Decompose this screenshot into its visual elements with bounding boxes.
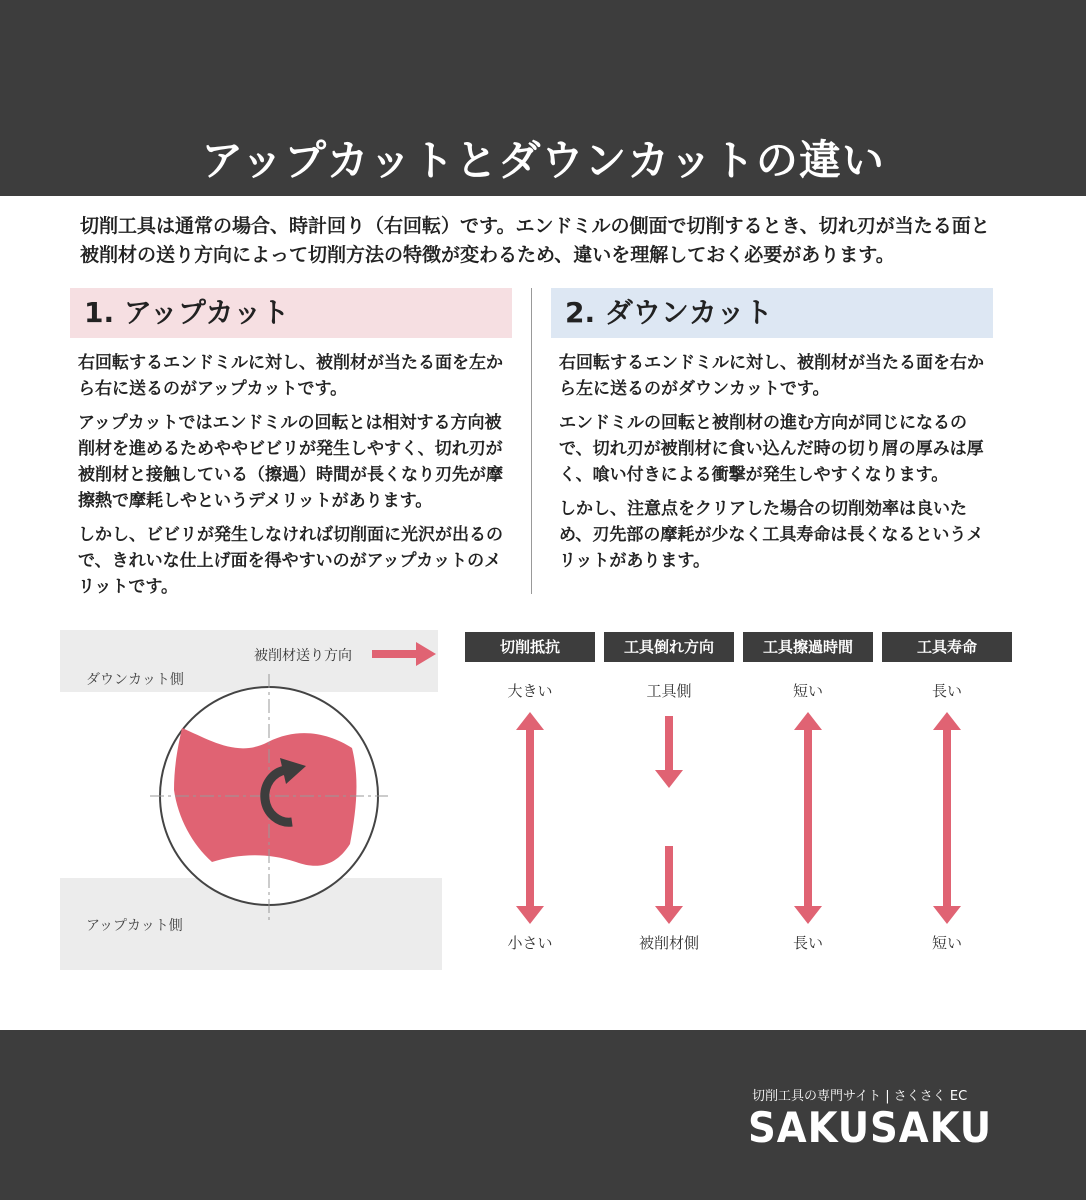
column-header: 工具倒れ方向 — [604, 632, 734, 662]
bottom-value: 長い — [792, 934, 823, 952]
top-value: 大きい — [507, 682, 553, 700]
bottom-value: 被削材側 — [638, 934, 699, 952]
column-divider — [531, 288, 532, 594]
comparison-table — [465, 632, 1012, 962]
upcut-paragraph: 右回転するエンドミルに対し、被削材が当たる面を左から右に送るのがアップカットです。 — [78, 353, 503, 399]
page-title: アップカットとダウンカットの違い — [201, 136, 885, 185]
top-value: 長い — [931, 682, 962, 700]
split-arrow-icon — [654, 712, 684, 924]
double-arrow-icon — [932, 712, 962, 924]
feed-direction-label: 被削材送り方向 — [254, 648, 352, 664]
downcut-paragraph: 右回転するエンドミルに対し、被削材が当たる面を右から左に送るのがダウンカットです。 — [559, 353, 984, 399]
column-header: 切削抵抗 — [465, 632, 595, 662]
upcut-heading: 1. アップカット — [70, 288, 512, 338]
top-value: 工具側 — [646, 682, 692, 700]
up-side-label: アップカット側 — [86, 918, 183, 934]
downcut-paragraph: しかし、注意点をクリアした場合の切削効率は良いため、刃先部の摩耗が少なく工具寿命は長くなるというメリットがあります。 — [559, 499, 984, 571]
double-arrow-icon — [515, 712, 545, 924]
upcut-section — [70, 288, 512, 608]
down-side-label: ダウンカット側 — [86, 672, 184, 688]
bottom-value: 短い — [931, 934, 962, 952]
upcut-paragraph: アップカットではエンドミルの回転とは相対する方向被削材を進めるためややビビリが発生しやすく、切れ刃が被削材と接触している（擦過）時間が長くなり刃先が摩擦熱で摩耗しやというデメリットがあります。 — [78, 413, 503, 511]
downcut-paragraph: エンドミルの回転と被削材の進む方向が同じになるので、切れ刃が被削材に食い込んだ時の切り屑の厚みは厚く、喰い付きによる衝撃が発生しやすくなります。 — [559, 413, 984, 485]
intro-text: 切削工具は通常の場合、時計回り（右回転）です。エンドミルの側面で切削するとき、切れ刃が当たる面と被削材の送り方向によって切削方法の特徴が変わるため、違いを理解しておく必要があります。 — [80, 215, 990, 266]
double-arrow-icon — [793, 712, 823, 924]
top-value: 短い — [792, 682, 823, 700]
downcut-section — [551, 288, 993, 582]
column-header: 工具寿命 — [882, 632, 1012, 662]
column-header: 工具擦過時間 — [743, 632, 873, 662]
sakusaku-logo[interactable]: SAKUSAKU — [748, 1103, 993, 1152]
footer-subtitle: 切削工具の専門サイト | さくさく EC — [752, 1089, 968, 1104]
downcut-heading: 2. ダウンカット — [551, 288, 993, 338]
bottom-value: 小さい — [507, 934, 553, 952]
upcut-paragraph: しかし、ビビリが発生しなければ切削面に光沢が出るので、きれいな仕上げ面を得やすいのがアップカットのメリットです。 — [78, 525, 503, 597]
cutting-diagram — [60, 630, 442, 972]
